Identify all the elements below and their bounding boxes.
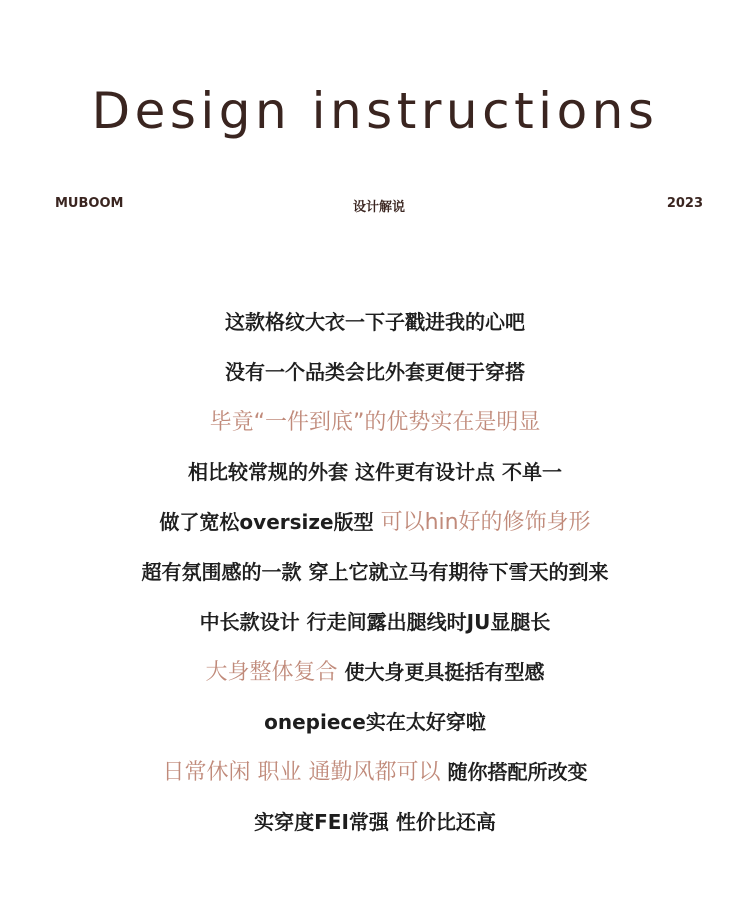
description-line <box>0 405 750 455</box>
description-lines <box>0 305 750 855</box>
description-line <box>0 355 750 405</box>
section-label: 设计解说 <box>352 200 405 215</box>
body-text: 中长款设计 行走间露出腿线时JU显腿长 <box>199 610 551 634</box>
year-label: 2023 <box>666 196 703 211</box>
body-text: 实穿度FEI常强 性价比还高 <box>254 810 496 834</box>
description-line <box>0 705 750 755</box>
body-text: 做了宽松oversize版型 <box>159 510 381 534</box>
page-title: Design instructions <box>91 82 659 140</box>
description-line <box>0 555 750 605</box>
description-line <box>0 305 750 355</box>
body-text: 这款格纹大衣一下子戳进我的心吧 <box>225 310 525 334</box>
description-line <box>0 655 750 705</box>
highlight-text: 大身整体复合 <box>205 660 345 685</box>
description-line <box>0 505 750 555</box>
meta-row <box>55 196 703 214</box>
description-line <box>0 805 750 855</box>
brand-label: MUBOOM <box>55 196 124 211</box>
highlight-text: 可以hin好的修饰身形 <box>380 510 591 535</box>
description-line <box>0 605 750 655</box>
body-text: onepiece实在太好穿啦 <box>264 710 486 734</box>
body-text: 随你搭配所改变 <box>447 760 588 784</box>
highlight-text: 日常休闲 职业 通勤风都可以 <box>162 760 448 785</box>
body-text: 使大身更具挺括有型感 <box>344 660 545 684</box>
description-line <box>0 455 750 505</box>
description-line <box>0 755 750 805</box>
body-text: 超有氛围感的一款 穿上它就立马有期待下雪天的到来 <box>141 560 609 584</box>
body-text: 相比较常规的外套 这件更有设计点 不单一 <box>188 460 562 484</box>
body-text: 没有一个品类会比外套更便于穿搭 <box>225 360 525 384</box>
highlight-text: 毕竟“一件到底”的优势实在是明显 <box>209 410 541 435</box>
